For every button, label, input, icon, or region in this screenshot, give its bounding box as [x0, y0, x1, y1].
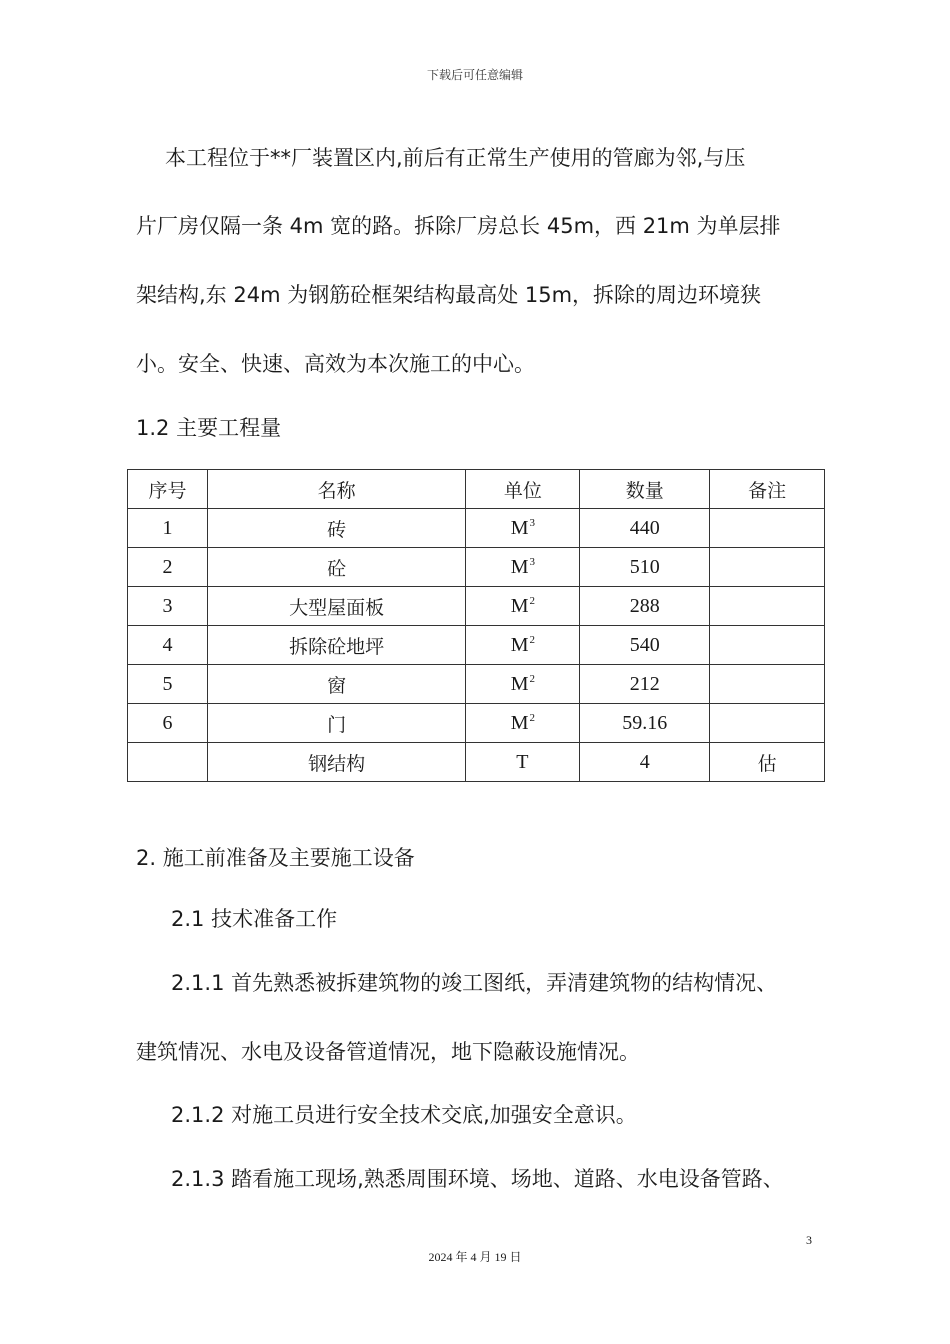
page-number: 3 — [806, 1233, 812, 1247]
cell-no: 1 — [128, 509, 208, 548]
cell-name: 砖 — [207, 509, 466, 548]
table-row — [128, 548, 825, 587]
table-header-row — [128, 470, 825, 509]
table-row — [128, 509, 825, 548]
table-row — [128, 743, 825, 782]
cell-name: 砼 — [207, 548, 466, 587]
cell-unit — [466, 665, 580, 704]
cell-name: 窗 — [207, 665, 466, 704]
unit-symbol: M — [510, 711, 529, 734]
intro-paragraph-line-4: 小。安全、快速、高效为本次施工的中心。 — [136, 352, 535, 376]
cell-note — [710, 626, 825, 665]
cell-no: 6 — [128, 704, 208, 743]
cell-note — [710, 665, 825, 704]
cell-name: 大型屋面板 — [207, 587, 466, 626]
header-cell-qty: 数量 — [580, 470, 710, 509]
cell-unit — [466, 743, 580, 782]
section-heading-2-1: 2.1 技术准备工作 — [171, 907, 338, 931]
cell-note: 估 — [710, 743, 825, 782]
footer-date: 2024 年 4 月 19 日 — [428, 1250, 522, 1264]
item-2-1-1-line-1: 2.1.1 首先熟悉被拆建筑物的竣工图纸，弄清建筑物的结构情况、 — [171, 971, 778, 995]
cell-qty: 288 — [580, 587, 710, 626]
cell-name: 门 — [207, 704, 466, 743]
table-row — [128, 704, 825, 743]
item-2-1-1-line-2: 建筑情况、水电及设备管道情况，地下隐蔽设施情况。 — [136, 1040, 640, 1064]
header-cell-name: 名称 — [207, 470, 466, 509]
intro-paragraph-line-1: 本工程位于**厂装置区内,前后有正常生产使用的管廊为邻,与压 — [165, 146, 746, 170]
cell-name: 拆除砼地坪 — [207, 626, 466, 665]
header-cell-note: 备注 — [710, 470, 825, 509]
unit-symbol: M — [510, 516, 529, 539]
cell-no: 2 — [128, 548, 208, 587]
cell-no: 3 — [128, 587, 208, 626]
quantities-table — [127, 469, 825, 782]
item-2-1-3: 2.1.3 踏看施工现场,熟悉周围环境、场地、道路、水电设备管路、 — [171, 1167, 784, 1191]
cell-unit — [466, 587, 580, 626]
cell-qty: 440 — [580, 509, 710, 548]
intro-paragraph-line-2: 片厂房仅隔一条 4m 宽的路。拆除厂房总长 45m，西 21m 为单层排 — [136, 214, 781, 238]
cell-qty: 4 — [580, 743, 710, 782]
unit-symbol: M — [510, 594, 529, 617]
unit-symbol: M — [510, 672, 529, 695]
table-row — [128, 587, 825, 626]
cell-note — [710, 704, 825, 743]
cell-unit — [466, 704, 580, 743]
header-cell-unit: 单位 — [466, 470, 580, 509]
unit-exponent: 2 — [529, 594, 536, 607]
table-row — [128, 665, 825, 704]
unit-exponent: 2 — [529, 633, 536, 646]
unit-exponent: 3 — [529, 555, 536, 568]
cell-qty: 59.16 — [580, 704, 710, 743]
unit-symbol: M — [510, 633, 529, 656]
header-cell-no: 序号 — [128, 470, 208, 509]
cell-no — [128, 743, 208, 782]
cell-note — [710, 548, 825, 587]
unit-exponent: 3 — [529, 516, 536, 529]
unit-symbol: T — [516, 750, 529, 773]
cell-qty: 212 — [580, 665, 710, 704]
cell-unit — [466, 626, 580, 665]
unit-exponent: 2 — [529, 711, 536, 724]
unit-exponent: 2 — [529, 672, 536, 685]
cell-unit — [466, 548, 580, 587]
unit-symbol: M — [510, 555, 529, 578]
cell-note — [710, 587, 825, 626]
table-row — [128, 626, 825, 665]
cell-qty: 540 — [580, 626, 710, 665]
header-note: 下载后可任意编辑 — [426, 68, 523, 82]
section-heading-2: 2. 施工前准备及主要施工设备 — [136, 846, 415, 870]
cell-note — [710, 509, 825, 548]
cell-unit — [466, 509, 580, 548]
cell-no: 4 — [128, 626, 208, 665]
item-2-1-2: 2.1.2 对施工员进行安全技术交底,加强安全意识。 — [171, 1103, 637, 1127]
intro-paragraph-line-3: 架结构,东 24m 为钢筋砼框架结构最高处 15m，拆除的周边环境狭 — [136, 283, 762, 307]
cell-no: 5 — [128, 665, 208, 704]
section-heading-1-2: 1.2 主要工程量 — [136, 416, 282, 440]
cell-qty: 510 — [580, 548, 710, 587]
cell-name: 钢结构 — [207, 743, 466, 782]
